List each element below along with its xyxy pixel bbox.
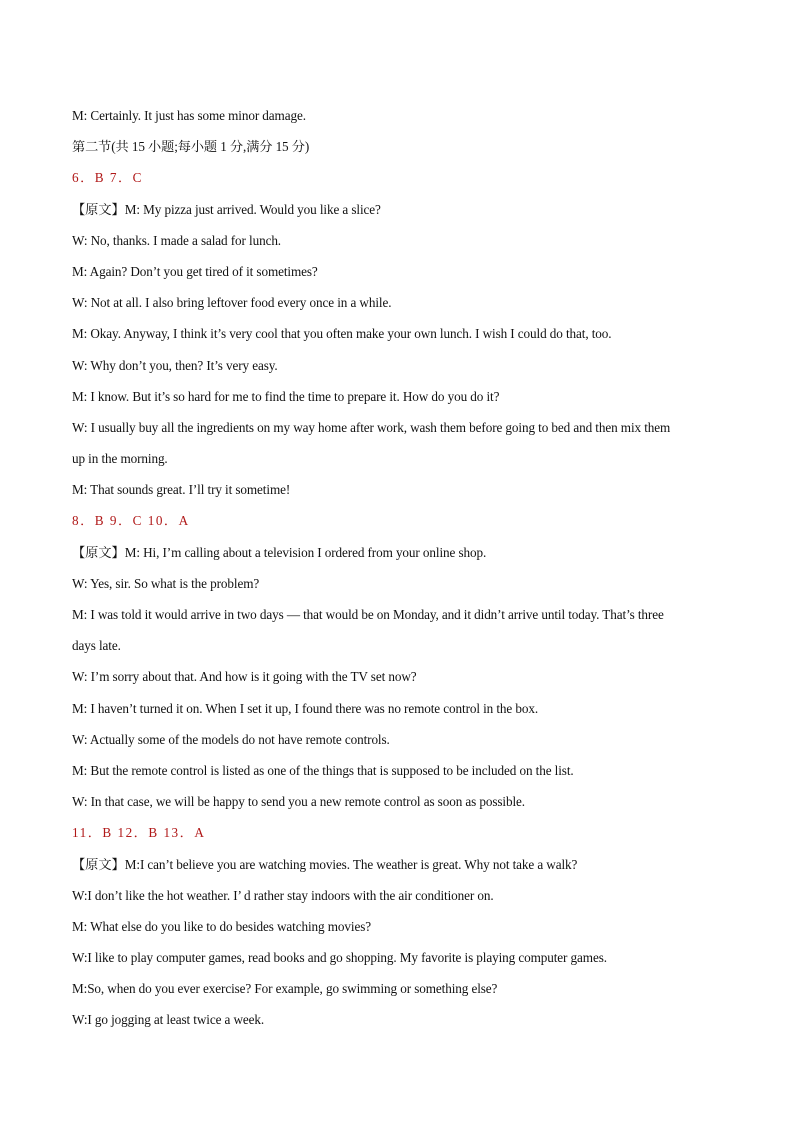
dialogue-line: M: Again? Don’t you get tired of it sometimes? bbox=[72, 263, 318, 279]
dialogue-line: W:I go jogging at least twice a week. bbox=[72, 1012, 265, 1028]
dialogue-line: W: I’m sorry about that. And how is it going with the TV set now? bbox=[72, 669, 417, 685]
answer-key-line: 6．B 7．C bbox=[72, 170, 143, 186]
transcript-start-line bbox=[72, 849, 724, 880]
transcript-tag: 【原文】 bbox=[72, 201, 125, 217]
dialogue-line: W:I don’t like the hot weather. I’ d rather stay indoors with the air conditioner on. bbox=[72, 887, 494, 903]
dialogue-line: M: I haven’t turned it on. When I set it up, I found there was no remote control in the box. bbox=[72, 700, 539, 716]
dialogue-line: W: I usually buy all the ingredients on my way home after work, wash them before going to bed and then mix them bbox=[72, 419, 671, 435]
dialogue-line: W: In that case, we will be happy to send you a new remote control as soon as possible. bbox=[72, 794, 525, 810]
transcript-start-line bbox=[72, 537, 724, 568]
transcript-start-line bbox=[72, 194, 724, 225]
dialogue-line: W:I like to play computer games, read books and go shopping. My favorite is playing computer games. bbox=[72, 950, 607, 966]
dialogue-line: M: But the remote control is listed as one of the things that is supposed to be included on the list. bbox=[72, 762, 574, 778]
answer-key-line: 8．B 9．C 10．A bbox=[72, 513, 190, 529]
section-heading: 第二节(共 15 小题;每小题 1 分,满分 15 分) bbox=[72, 139, 310, 155]
dialogue-line: W: Why don’t you, then? It’s very easy. bbox=[72, 357, 278, 373]
dialogue-line: M: What else do you like to do besides watching movies? bbox=[72, 918, 371, 934]
dialogue-line: M: I know. But it’s so hard for me to find the time to prepare it. How do you do it? bbox=[72, 388, 500, 404]
dialogue-line: M: I was told it would arrive in two days — that would be on Monday, and it didn’t arrive until today. That’s three bbox=[72, 607, 664, 622]
dialogue-line: W: No, thanks. I made a salad for lunch. bbox=[72, 232, 282, 248]
dialogue-line: W: Not at all. I also bring leftover food every once in a while. bbox=[72, 295, 392, 311]
dialogue-text: M: Hi, I’m calling about a television I ordered from your online shop. bbox=[124, 544, 487, 560]
dialogue-line: W: Yes, sir. So what is the problem? bbox=[72, 575, 260, 591]
dialogue-text: M: My pizza just arrived. Would you like a slice? bbox=[124, 201, 381, 217]
dialogue-line: M: That sounds great. I’ll try it sometime! bbox=[72, 482, 291, 498]
dialogue-line: W: Actually some of the models do not have remote controls. bbox=[72, 731, 390, 747]
dialogue-line: up in the morning. bbox=[72, 451, 168, 467]
dialogue-line: M: Certainly. It just has some minor damage. bbox=[72, 108, 306, 123]
dialogue-text: M:I can’t believe you are watching movies. The weather is great. Why not take a walk? bbox=[124, 856, 578, 872]
answer-key-line: 11．B 12．B 13．A bbox=[72, 825, 206, 841]
transcript-tag: 【原文】 bbox=[72, 544, 125, 560]
dialogue-line: M:So, when do you ever exercise? For example, go swimming or something else? bbox=[72, 981, 498, 997]
transcript-tag: 【原文】 bbox=[72, 856, 125, 872]
document-page bbox=[72, 100, 724, 1036]
dialogue-line: M: Okay. Anyway, I think it’s very cool that you often make your own lunch. I wish I could do that, too. bbox=[72, 326, 612, 342]
dialogue-line: days late. bbox=[72, 638, 121, 654]
